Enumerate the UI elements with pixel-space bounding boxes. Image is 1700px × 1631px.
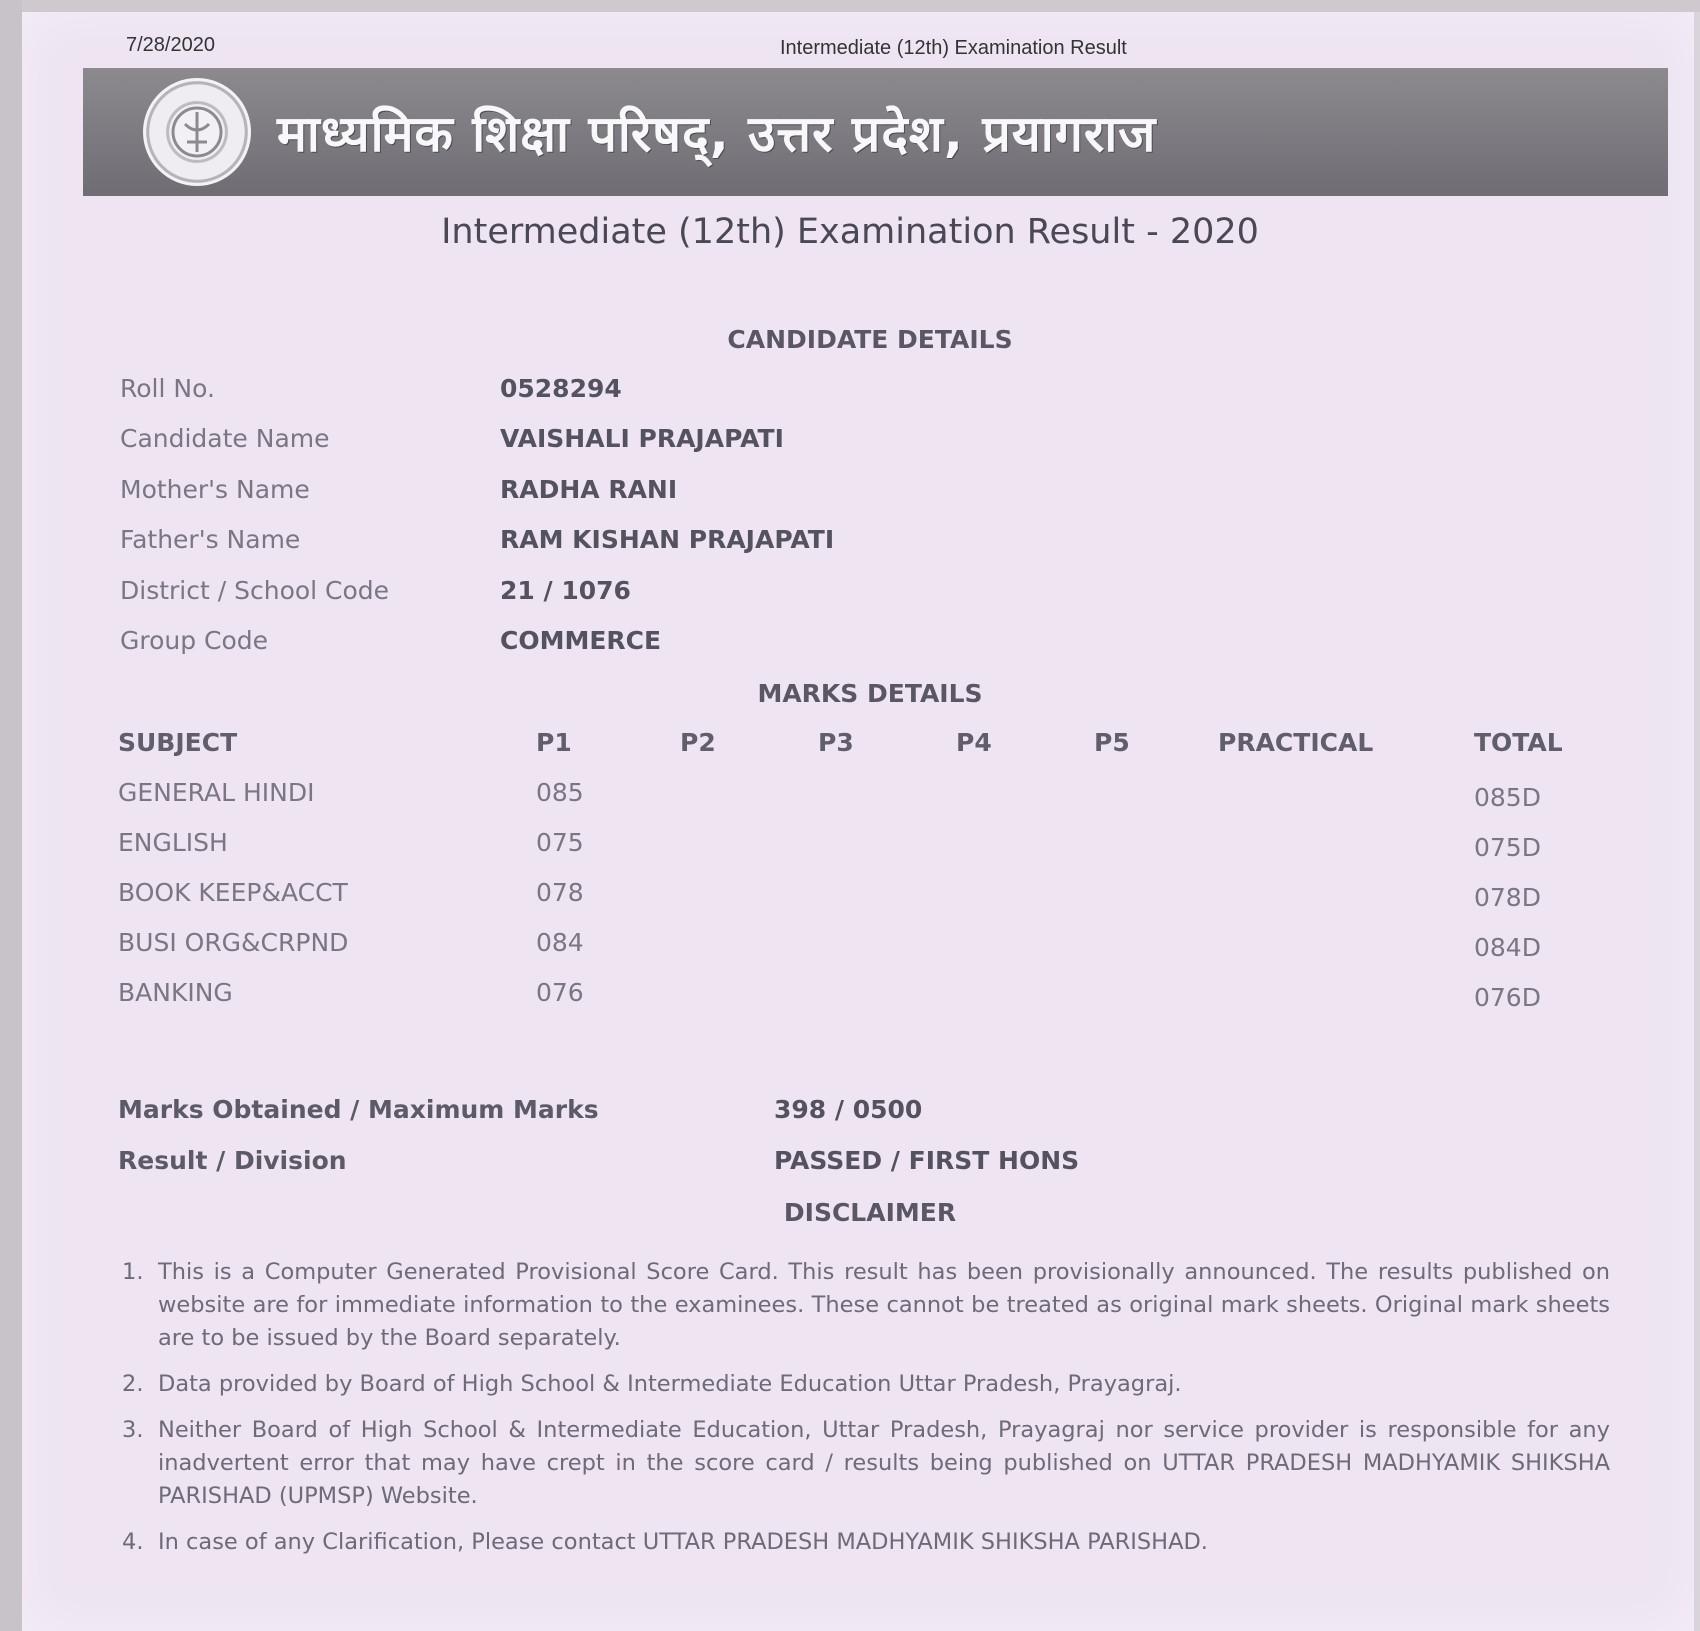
item-number: 4. <box>122 1529 144 1555</box>
scan-top-edge <box>0 0 1700 12</box>
marks-details-heading: MARKS DETAILS <box>757 679 983 708</box>
mother-name-row <box>120 475 1320 515</box>
disclaimer-text: This is a Computer Generated Provisional Score Card. This result has been provisionally announced. The results published on website are for immediate information to the examinees. These cannot be treated as original mark sheets. Original mark sheets are to be issued by the Board separately. <box>158 1259 1610 1351</box>
column-p1: P1 <box>536 728 572 757</box>
result-division-value: PASSED / FIRST HONS <box>774 1146 1080 1175</box>
p1-cell: 076 <box>536 978 584 1007</box>
subject-cell: BOOK KEEP&ACCT <box>118 878 348 907</box>
district-school-code-value: 21 / 1076 <box>500 576 631 605</box>
marks-obtained-row <box>118 1095 1418 1135</box>
marks-obtained-value: 398 / 0500 <box>774 1095 923 1124</box>
subject-cell: BANKING <box>118 978 233 1007</box>
result-division-row <box>118 1146 1418 1186</box>
column-p4: P4 <box>956 728 992 757</box>
group-code-value: COMMERCE <box>500 626 662 655</box>
district-school-code-label: District / School Code <box>120 576 390 605</box>
column-p3: P3 <box>818 728 854 757</box>
disclaimer-list <box>122 1256 1610 1572</box>
print-header-title: Intermediate (12th) Examination Result <box>780 37 1127 59</box>
disclaimer-text: In case of any Clarification, Please contact UTTAR PRADESH MADHYAMIK SHIKSHA PARISHAD. <box>158 1529 1208 1555</box>
disclaimer-heading: DISCLAIMER <box>783 1198 957 1227</box>
board-name: माध्यमिक शिक्षा परिषद्, उत्तर प्रदेश, प्रयागराज <box>277 105 1157 163</box>
disclaimer-text: Neither Board of High School & Intermediate Education, Uttar Pradesh, Prayagraj nor service provider is responsible for any inadvertent error that may have crept in the score card / results being published on UTTAR PRADESH MADHYAMIK SHIKSHA PARISHAD (UPMSP) Website. <box>158 1417 1610 1509</box>
list-item <box>122 1256 1610 1355</box>
column-p5: P5 <box>1094 728 1130 757</box>
table-row <box>118 878 1578 918</box>
p1-cell: 075 <box>536 828 584 857</box>
total-cell: 076D <box>1474 983 1541 1012</box>
board-banner <box>83 68 1668 196</box>
item-number: 1. <box>122 1259 144 1285</box>
total-cell: 085D <box>1474 783 1541 812</box>
column-practical: PRACTICAL <box>1218 728 1374 757</box>
subject-cell: BUSI ORG&CRPND <box>118 928 349 957</box>
table-row <box>118 928 1578 968</box>
seal-emblem-icon <box>167 102 227 162</box>
candidate-name-row <box>120 424 1320 464</box>
district-school-code-row <box>120 576 1320 616</box>
group-code-row <box>120 626 1320 666</box>
father-name-row <box>120 525 1320 565</box>
list-item <box>122 1526 1610 1559</box>
list-item <box>122 1368 1610 1401</box>
subject-cell: GENERAL HINDI <box>118 778 315 807</box>
p1-cell: 085 <box>536 778 584 807</box>
result-division-label: Result / Division <box>118 1146 347 1175</box>
page-title: Intermediate (12th) Examination Result - 2020 <box>441 212 1259 252</box>
subject-cell: ENGLISH <box>118 828 228 857</box>
table-row <box>118 828 1578 868</box>
item-number: 3. <box>122 1417 144 1443</box>
table-row <box>118 978 1578 1018</box>
item-number: 2. <box>122 1371 144 1397</box>
roll-number-label: Roll No. <box>120 374 215 403</box>
column-subject: SUBJECT <box>118 728 238 757</box>
disclaimer-text: Data provided by Board of High School & Intermediate Education Uttar Pradesh, Prayagraj. <box>158 1371 1182 1397</box>
candidate-name-value: VAISHALI PRAJAPATI <box>500 424 784 453</box>
total-cell: 084D <box>1474 933 1541 962</box>
marks-obtained-label: Marks Obtained / Maximum Marks <box>118 1095 599 1124</box>
candidate-details-heading: CANDIDATE DETAILS <box>727 325 1013 354</box>
father-name-value: RAM KISHAN PRAJAPATI <box>500 525 835 554</box>
list-item <box>122 1414 1610 1513</box>
mother-name-value: RADHA RANI <box>500 475 678 504</box>
print-date: 7/28/2020 <box>126 34 215 56</box>
total-cell: 078D <box>1474 883 1541 912</box>
p1-cell: 084 <box>536 928 584 957</box>
roll-number-row <box>120 374 1320 414</box>
column-total: TOTAL <box>1474 728 1563 757</box>
column-p2: P2 <box>680 728 716 757</box>
candidate-name-label: Candidate Name <box>120 424 330 453</box>
p1-cell: 078 <box>536 878 584 907</box>
roll-number-value: 0528294 <box>500 374 622 403</box>
up-government-seal-icon <box>143 78 251 186</box>
table-row <box>118 778 1578 818</box>
mother-name-label: Mother's Name <box>120 475 310 504</box>
group-code-label: Group Code <box>120 626 269 655</box>
father-name-label: Father's Name <box>120 525 301 554</box>
total-cell: 075D <box>1474 833 1541 862</box>
marks-table-header <box>118 728 1578 768</box>
